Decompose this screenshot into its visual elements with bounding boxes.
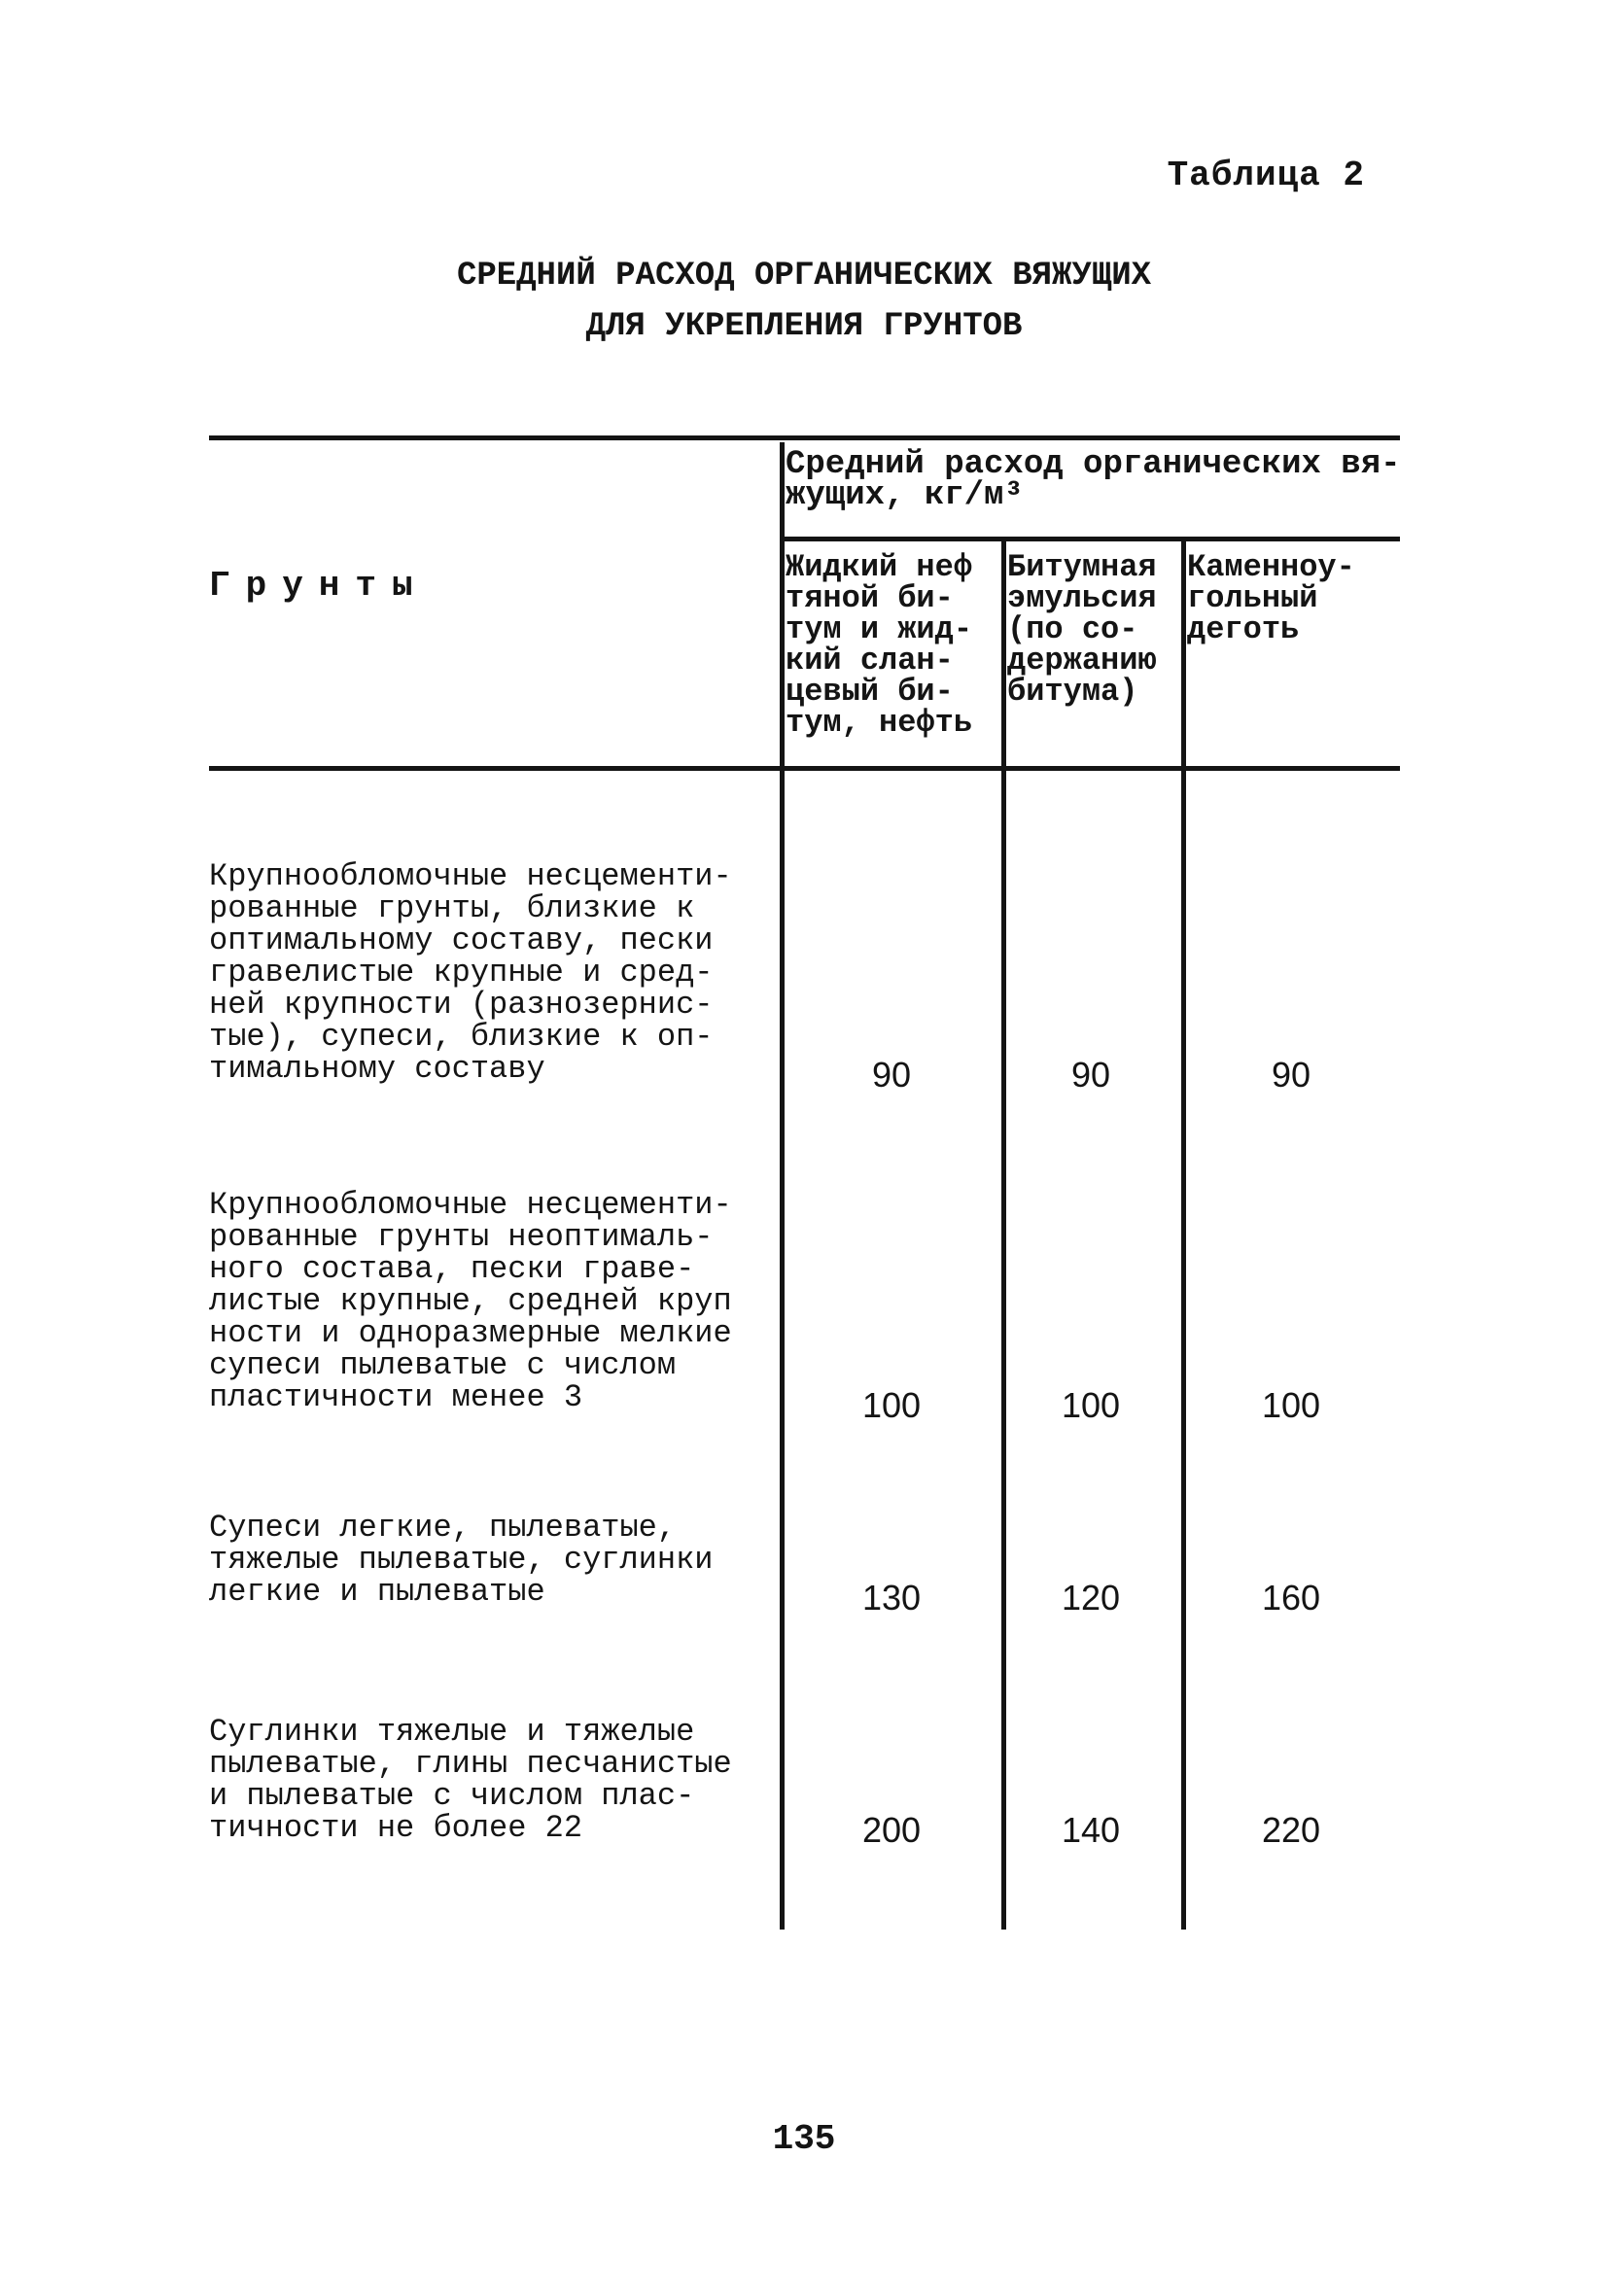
title-line-1: СРЕДНИЙ РАСХОД ОРГАНИЧЕСКИХ ВЯЖУЩИХ: [456, 258, 1152, 295]
table-row-3-description: Супеси легкие, пылеватые, тяжелые пылеватые, суглинки легкие и пылеватые: [209, 1510, 714, 1610]
column-divider-2: [1001, 537, 1006, 1930]
table-row-1-description: Крупнообломочные несцементи- рованные грунты, близкие к оптимальному составу, пески гравелистые крупные и сред- ней крупности (разнозернис- тые), супеси, близкие к оп- тимальному составу: [209, 858, 732, 1087]
header-average-consumption: Средний расход органических вя- жущих, кг/м³: [786, 446, 1401, 514]
column-divider-1: [780, 442, 785, 1930]
table-row-4-value-1: 200: [861, 1810, 922, 1850]
table-row-4-value-3: 220: [1261, 1810, 1321, 1850]
subheader-bitumen-emulsion: Битумная эмульсия (по со- держанию битума): [1007, 549, 1157, 710]
table-row-1-value-1: 90: [871, 1055, 912, 1095]
table-number-label: Таблица 2: [1167, 156, 1365, 195]
header-bottom-rule: [209, 766, 1400, 771]
table-row-1-value-2: 90: [1070, 1055, 1111, 1095]
column-divider-3: [1181, 537, 1186, 1930]
table-row-1-value-3: 90: [1271, 1055, 1311, 1095]
title-line-2: ДЛЯ УКРЕПЛЕНИЯ ГРУНТОВ: [585, 308, 1023, 345]
subheader-coal-tar: Каменноу- гольный деготь: [1187, 549, 1355, 647]
table-row-2-value-3: 100: [1261, 1385, 1321, 1425]
table-row-3-value-3: 160: [1261, 1578, 1321, 1618]
header-split-rule: [783, 537, 1400, 541]
table-row-2-description: Крупнообломочные несцементи- рованные грунты неоптималь- ного состава, пески граве- листые крупные, средней круп ности и одноразмерные мелкие супеси пылеватые с числом пластичности менее 3: [209, 1187, 732, 1415]
table-row-2-value-1: 100: [861, 1385, 922, 1425]
table-row-3-value-2: 120: [1061, 1578, 1121, 1618]
table-row-4-description: Суглинки тяжелые и тяжелые пылеватые, глины песчанистые и пылеватые с числом плас- тичности не более 22: [209, 1714, 732, 1846]
document-title: [0, 251, 1608, 352]
table-row-3-value-1: 130: [861, 1578, 922, 1618]
table-top-rule: [209, 435, 1400, 440]
page-number: 135: [772, 2119, 836, 2159]
header-soils: Грунты: [209, 566, 429, 606]
subheader-liquid-bitumen: Жидкий неф тяной би- тум и жид- кий слан- цевый би- тум, нефть: [786, 549, 973, 741]
table-row-4-value-2: 140: [1061, 1810, 1121, 1850]
table-row-2-value-2: 100: [1061, 1385, 1121, 1425]
